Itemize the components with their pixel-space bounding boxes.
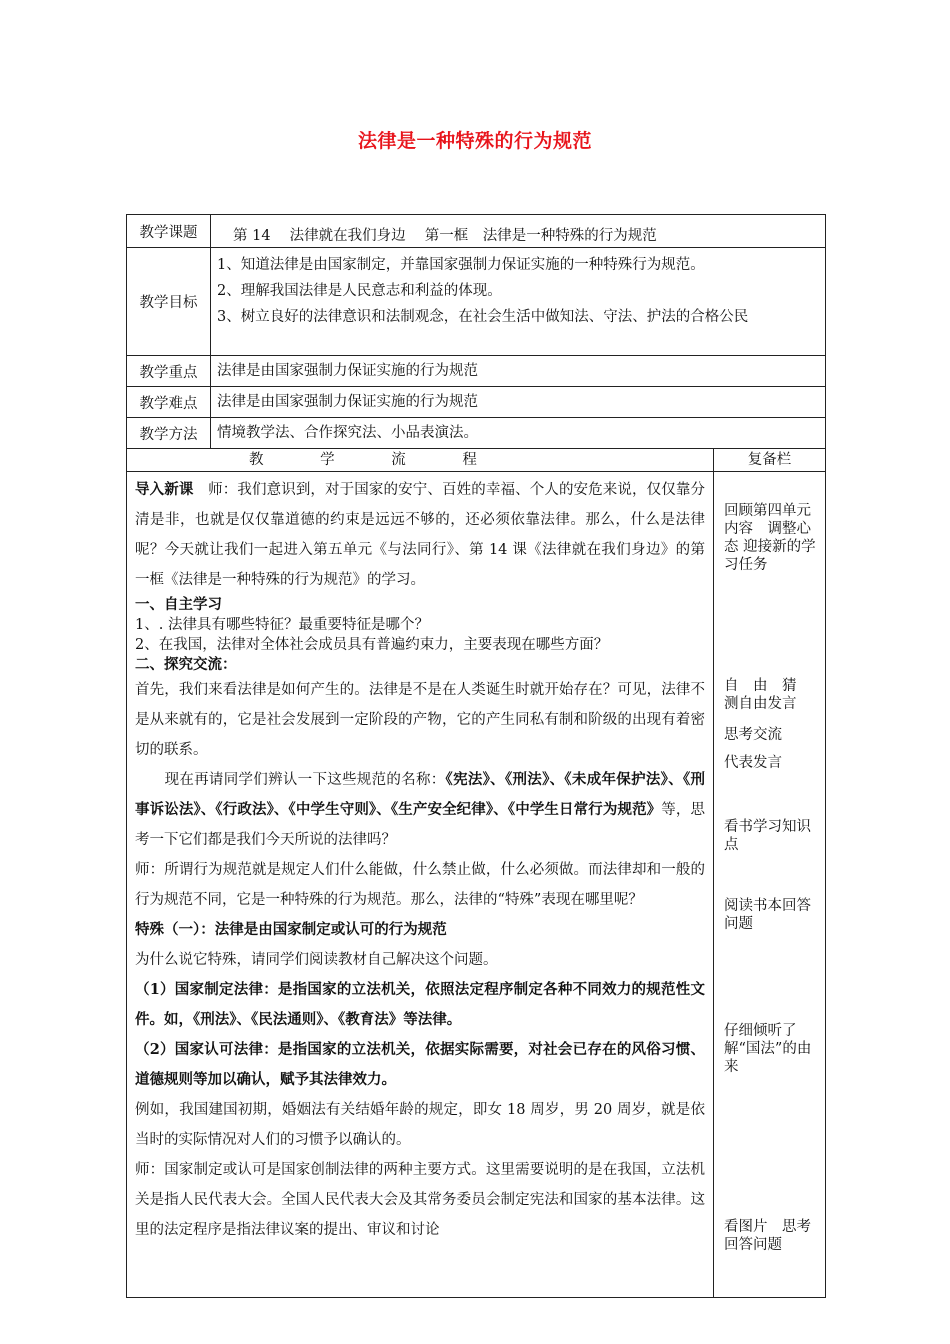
flow-header bbox=[127, 449, 714, 472]
paragraph: 例如，我国建国初期，婚姻法有关结婚年龄的规定，即女 18 周岁，男 20 周岁，就是依当时的实际情况对人们的习惯予以确认的。 bbox=[135, 1102, 705, 1148]
note: 思考交流 bbox=[724, 727, 782, 743]
goals-list bbox=[211, 248, 826, 356]
lesson-content bbox=[127, 472, 714, 1298]
note: 回顾第四单元内容 调整心态 迎接新的学习任务 bbox=[724, 503, 816, 573]
paragraph: 为什么说它特殊，请同学们阅读教材自己解决这个问题。 bbox=[135, 952, 498, 968]
key-row bbox=[127, 356, 826, 387]
goal-item: 2、理解我国法律是人民意志和利益的体现。 bbox=[217, 283, 502, 299]
paragraph-bold: （2）国家认可法律：是指国家的立法机关，依据实际需要，对社会已存在的风俗习惯、道德规则等加以确认，赋予其法律效力。 bbox=[135, 1041, 705, 1088]
paragraph: 首先，我们来看法律是如何产生的。法律是不是在人类诞生时就开始存在？可见，法律不是从来就有的，它是社会发展到一定阶段的产物，它的产生同私有制和阶级的出现有着密切的联系。 bbox=[135, 682, 705, 758]
note: 阅读书本回答问题 bbox=[724, 898, 811, 932]
page-title: 法律是一种特殊的行为规范 bbox=[357, 130, 592, 152]
note: 看图片 思考回答问题 bbox=[724, 1219, 811, 1253]
paragraph: 师：所谓行为规范就是规定人们什么能做，什么禁止做，什么必须做。而法律却和一般的行为规范不同，它是一种特殊的行为规范。那么，法律的“特殊”表现在哪里呢？ bbox=[135, 862, 705, 908]
goal-item: 3、树立良好的法律意识和法制观念，在社会生活中做知法、守法、护法的合格公民 bbox=[217, 309, 749, 325]
flow-header-char: 学 bbox=[320, 452, 335, 468]
special-heading: 特殊（一）：法律是由国家制定或认可的行为规范 bbox=[135, 921, 447, 938]
paragraph bbox=[135, 765, 705, 855]
key-label: 教学重点 bbox=[127, 356, 211, 387]
flow-header-char: 程 bbox=[462, 452, 477, 468]
notes-header: 复备栏 bbox=[714, 449, 826, 472]
goal-item: 1、知道法律是由国家制定，并靠国家强制力保证实施的一种特殊行为规范。 bbox=[217, 257, 705, 273]
goals-row bbox=[127, 248, 826, 356]
flow-header-row bbox=[127, 449, 826, 472]
method-row bbox=[127, 418, 826, 449]
difficulty-label: 教学难点 bbox=[127, 387, 211, 418]
notes-column bbox=[714, 472, 826, 1298]
paragraph-text: 现在再请同学们辨认一下这些规范的名称： bbox=[135, 772, 446, 788]
method-value: 情境教学法、合作探究法、小品表演法。 bbox=[211, 418, 826, 449]
paragraph-text: 等，思考一下它们都是我们今天所说的法律吗？ bbox=[135, 802, 706, 848]
section-1-title: 一、自主学习 bbox=[135, 596, 222, 613]
flow-header-char: 教 bbox=[249, 452, 264, 468]
method-label: 教学方法 bbox=[127, 418, 211, 449]
intro-label: 导入新课 bbox=[135, 481, 194, 498]
note: 自 由 猜 测自由发言 bbox=[724, 678, 811, 712]
difficulty-row bbox=[127, 387, 826, 418]
difficulty-value: 法律是由国家强制力保证实施的行为规范 bbox=[211, 387, 826, 418]
note: 仔细倾听了解“国法”的由来 bbox=[724, 1023, 812, 1075]
question-2: 2、在我国，法律对全体社会成员具有普遍约束力，主要表现在哪些方面？ bbox=[135, 637, 609, 653]
course-label: 教学课题 bbox=[127, 215, 211, 248]
paragraph-bold: （1）国家制定法律：是指国家的立法机关，依照法定程序制定各种不同效力的规范性文件。如，《刑法》、《民法通则》、《教育法》等法律。 bbox=[135, 981, 705, 1028]
flow-body-row bbox=[127, 472, 826, 1298]
lesson-plan-table bbox=[126, 214, 826, 1298]
question-1: 1、. 法律具有哪些特征？最重要特征是哪个？ bbox=[135, 617, 429, 633]
goal-label: 教学目标 bbox=[127, 248, 211, 356]
section-2-title: 二、探究交流： bbox=[135, 656, 237, 673]
flow-header-char: 流 bbox=[391, 452, 406, 468]
note: 看书学习知识点 bbox=[724, 819, 811, 853]
law-list: 《宪法》、《刑法》、《未成年保护法》、《刑事诉讼法》、《行政法》、《中学生守则》、《生产安全纪律》、《中学生日常行为规范》 bbox=[135, 771, 706, 818]
note: 代表发言 bbox=[724, 755, 782, 771]
course-row bbox=[127, 215, 826, 248]
intro-text: 师：我们意识到，对于国家的安宁、百姓的幸福、个人的安危来说，仅仅靠分清是非，也就是仅仅靠道德的约束是远远不够的，还必须依靠法律。那么，什么是法律呢？今天就让我们一起进入第五单元《与法同行》、第 14 课《法律就在我们身边》的第一框《法律是一种特殊的行为规范》的学习。 bbox=[135, 482, 706, 588]
course-value: 第 14 法律就在我们身边 第一框 法律是一种特殊的行为规范 bbox=[211, 215, 826, 248]
intro-paragraph bbox=[135, 475, 705, 595]
key-value: 法律是由国家强制力保证实施的行为规范 bbox=[211, 356, 826, 387]
paragraph: 师：国家制定或认可是国家创制法律的两种主要方式。这里需要说明的是在我国，立法机关是指人民代表大会。全国人民代表大会及其常务委员会制定宪法和国家的基本法律。这里的法定程序是指法律议案的提出、审议和讨论 bbox=[135, 1162, 705, 1238]
